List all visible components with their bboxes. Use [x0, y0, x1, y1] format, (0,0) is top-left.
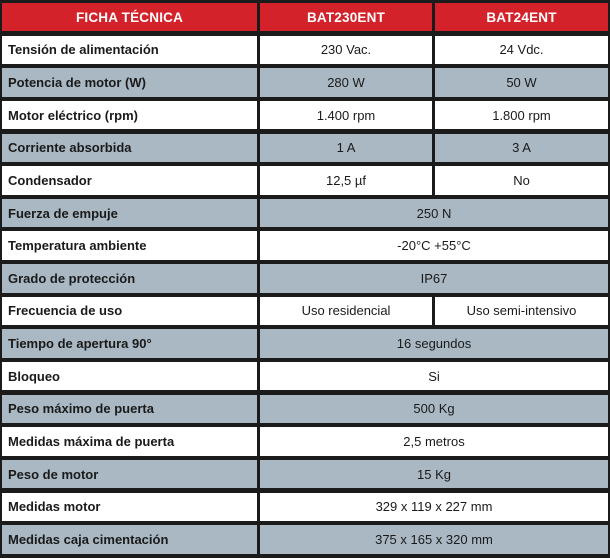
table-row-label: Peso de motor [2, 460, 257, 488]
table-row-label: Medidas máxima de puerta [2, 427, 257, 455]
table-row-value: 12,5 µf [260, 166, 432, 194]
table-row-label: Condensador [2, 166, 257, 194]
table-row-value: Uso semi-intensivo [435, 297, 608, 325]
table-row-value: 50 W [435, 68, 608, 96]
table-row-value: -20°C +55°C [260, 231, 608, 259]
table-row-value: 230 Vac. [260, 36, 432, 64]
table-row-label: Frecuencia de uso [2, 297, 257, 325]
table-row-label: Fuerza de empuje [2, 199, 257, 227]
table-row-value: 15 Kg [260, 460, 608, 488]
table-row-label: Tiempo de apertura 90° [2, 329, 257, 357]
spec-table [2, 3, 608, 554]
table-row-value: 1 A [260, 134, 432, 162]
table-row-label: Tensión de alimentación [2, 36, 257, 64]
table-row-value: No [435, 166, 608, 194]
table-row-label: Corriente absorbida [2, 134, 257, 162]
table-row-value: 375 x 165 x 320 mm [260, 525, 608, 553]
header-bat24ent: BAT24ENT [435, 3, 608, 31]
header-ficha-tecnica: FICHA TÉCNICA [2, 3, 257, 31]
table-row-label: Grado de protección [2, 264, 257, 292]
table-row-value: 1.800 rpm [435, 101, 608, 129]
table-row-value: 2,5 metros [260, 427, 608, 455]
table-row-value: 16 segundos [260, 329, 608, 357]
table-row-value: 24 Vdc. [435, 36, 608, 64]
table-row-label: Bloqueo [2, 362, 257, 390]
table-row-value: 1.400 rpm [260, 101, 432, 129]
table-row-label: Temperatura ambiente [2, 231, 257, 259]
table-row-label: Medidas caja cimentación [2, 525, 257, 553]
table-row-value: 329 x 119 x 227 mm [260, 493, 608, 521]
table-row-label: Potencia de motor (W) [2, 68, 257, 96]
table-row-value: Uso residencial [260, 297, 432, 325]
table-row-label: Peso máximo de puerta [2, 395, 257, 423]
table-row-value: 500 Kg [260, 395, 608, 423]
table-row-value: 250 N [260, 199, 608, 227]
table-row-label: Medidas motor [2, 493, 257, 521]
table-row-value: 3 A [435, 134, 608, 162]
table-row-value: Si [260, 362, 608, 390]
table-row-label: Motor eléctrico (rpm) [2, 101, 257, 129]
table-row-value: 280 W [260, 68, 432, 96]
header-bat230ent: BAT230ENT [260, 3, 432, 31]
table-row-value: IP67 [260, 264, 608, 292]
